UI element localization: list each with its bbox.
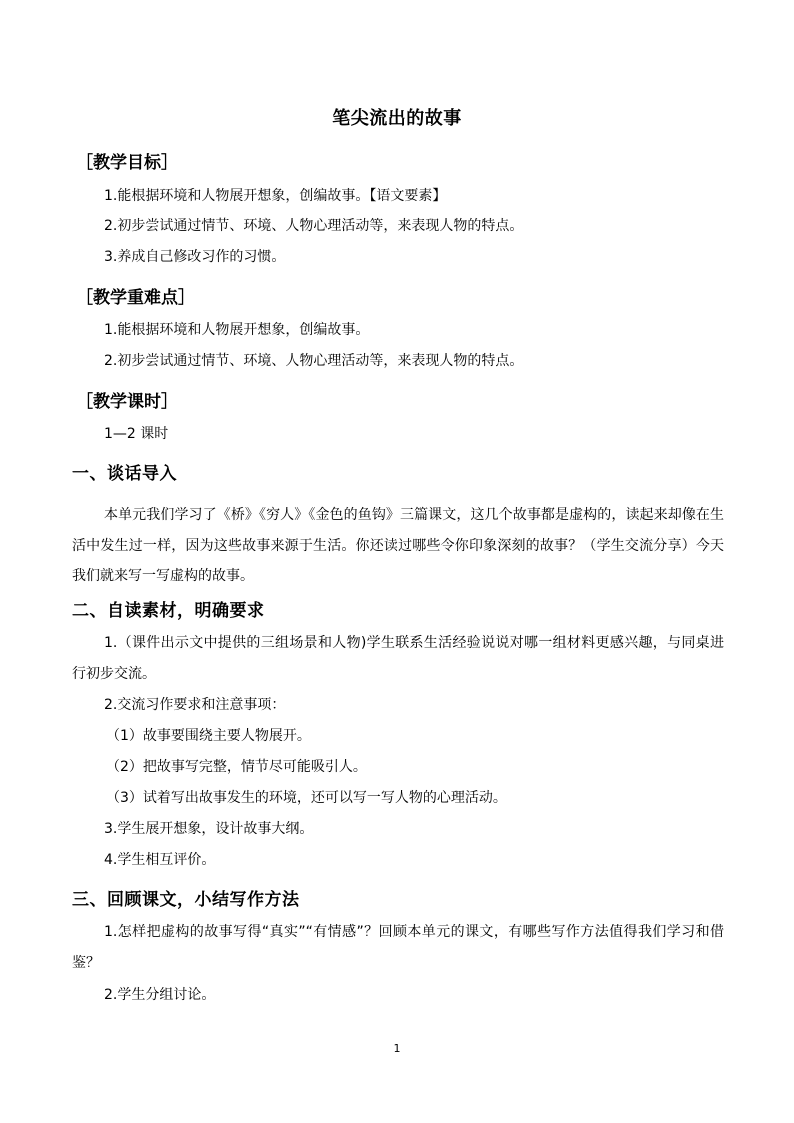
goal-item-1: 1.能根据环境和人物展开想象，创编故事。【语文要素】: [104, 188, 447, 204]
part3-item-2: 2.学生分组讨论。: [104, 987, 216, 1003]
page-number: 1: [393, 1042, 401, 1055]
keypoints-heading: ［教学重难点］: [76, 288, 195, 308]
part2-sub-1: （1）故事要围绕主要人物展开。: [106, 728, 311, 744]
part2-sub-2: （2）把故事写完整，情节尽可能吸引人。: [106, 759, 367, 775]
hours-text: 1—2 课时: [104, 426, 169, 442]
hours-heading: ［教学课时］: [76, 392, 178, 412]
page-title: 笔尖流出的故事: [332, 108, 462, 129]
part3-heading: 三、回顾课文，小结写作方法: [72, 890, 300, 910]
part1-heading: 一、谈话导入: [72, 464, 177, 484]
keypoint-item-1: 1.能根据环境和人物展开想象，创编故事。: [104, 322, 370, 338]
part2-item-3: 3.学生展开想象，设计故事大纲。: [104, 821, 314, 837]
part2-heading: 二、自读素材，明确要求: [72, 601, 265, 621]
part2-item-2: 2.交流习作要求和注意事项：: [104, 697, 286, 713]
goal-item-2: 2.初步尝试通过情节、环境、人物心理活动等，来表现人物的特点。: [104, 218, 524, 234]
goal-item-3: 3.养成自己修改习作的习惯。: [104, 249, 286, 265]
part1-paragraph: 本单元我们学习了《桥》《穷人》《金色的鱼钩》三篇课文，这几个故事都是虚构的，读起来却像在生活中发生过一样，因为这些故事来源于生活。你还读过哪些令你印象深刻的故事？（学生交流分享）今天我们就来写一写虚构的故事。: [72, 507, 724, 584]
part3-item-1: 1.怎样把虚构的故事写得“真实”“有情感”？回顾本单元的课文，有哪些写作方法值得我们学习和借鉴？: [72, 924, 724, 971]
part2-sub-3: （3）试着写出故事发生的环境，还可以写一写人物的心理活动。: [106, 790, 507, 806]
part2-item-1: 1.（课件出示文中提供的三组场景和人物)学生联系生活经验说说对哪一组材料更感兴趣，与同桌进行初步交流。: [72, 635, 724, 682]
keypoint-item-2: 2.初步尝试通过情节、环境、人物心理活动等，来表现人物的特点。: [104, 353, 524, 369]
goals-heading: ［教学目标］: [76, 153, 178, 173]
part2-item-4: 4.学生相互评价。: [104, 852, 216, 868]
